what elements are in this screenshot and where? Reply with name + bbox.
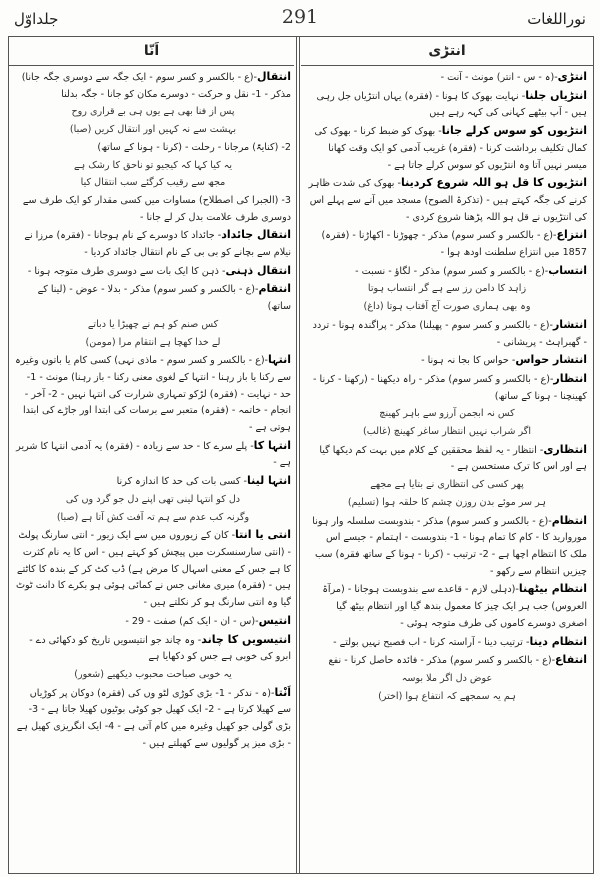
dictionary-entry [307,634,587,652]
entry-definition: -(ع - بالکسر و کسر سوم - پھیلنا) مذکر - پراگندہ ہونا - تردد - گھبراہٹ - پریشانی - [312,319,587,348]
entry-definition: -(ہ - س - انتر) مونث - آنت - [440,72,558,83]
dictionary-entry [307,175,587,226]
entry-definition: -(ع - بالکسر و کسر سوم) مذکر - لگاؤ - نسبت - [355,265,549,277]
right-column [307,69,587,869]
dictionary-entry [15,317,291,334]
dictionary-entry [15,104,291,121]
left-column [15,69,291,869]
entry-definition: -(ع - بالکسر و کسر سوم - ماذی نہی) کسی کام یا باتوں وغیرہ سے رکنا یا باز رہنا - انتہا کے لغوی معنی رکنا - باز رہنا) مونث - 1- حد - نہایت - (فقرہ) لڑکو تمہاری شرارت کی انتہا نہیں - 2- آخر - انجام - خاتمہ - (فقرہ) متعبر سے برسات کی ابتدا اور جاڑے کی ابتدا ہوتی ہے - [15,355,291,434]
entry-verse: وہ بھی ہماری صورت آج آفتاب ہوتا (داغ) [363,301,531,313]
dictionary-entry [15,632,291,666]
dictionary-entry [15,158,291,175]
entry-definition: -(ع - بالکسر و کسر سوم) مذکر - بدلا - عوض - (لینا کے ساتھ) [37,284,291,313]
entry-definition: - ذہن کا ایک بات سے دوسری طرف متوجہ ہونا - [27,265,226,277]
entry-headword: انتہا کا [253,438,291,452]
entry-definition: - حواس کا بجا نہ ہونا - [421,355,516,367]
dictionary-entry [307,371,587,405]
entry-definition: - بھوک کی شدت ظاہر کرنے کی جگہ کہتے ہیں - (تذکرۃ الصوح) مسجد میں آنے سے پہلے اس کی انتڑیوں نے قل ہو اللہ پڑھنا شروع کردی - [308,178,587,223]
entry-definition: - انتظار - یہ لفظ محققین کے کلام میں بہت کم دیکھا گیا ہے اور اس کا ترک مستحسن ہے - [319,444,587,473]
dictionary-entry [307,495,587,512]
dictionary-entry [307,689,587,706]
dictionary-entry [307,69,587,87]
dictionary-entry [15,685,291,753]
entry-headword: انتشار حواس [515,353,587,367]
dictionary-entry [307,477,587,494]
entry-verse: وگرنہ کب عدم سے ہم تہ آفت کش آتا ہے (صبا) [56,511,250,523]
entry-verse: بہشت سے نہ کہیں اور انتقال کریں (صبا) [69,124,237,136]
book-title: نوراللغات [527,10,586,28]
entry-definition: -(ہ - ندکر - 1- بڑی کوڑی لٹو وں کی (فقرہ) دوکان پر کوڑیاں سے کھیلا کرتا ہے - 2- ایک کھیل جو کوٹی بوٹیوں کھیلا جاتا ہے - 3- بڑی گولی جو کھیل وغیرہ میں کام آتی ہے - 4- ایک انگریزی کھیل ہے - بڑی میز پر گولیوں سے کھیلتے ہیں - [16,687,291,749]
entry-definition: - ترتیب دینا - آراستہ کرنا - اب فصیح نہیں بولتے - [333,636,530,648]
entry-headword: انتظام [551,513,587,527]
dictionary-entry [15,667,291,684]
dictionary-entry [307,513,587,581]
entry-headword: انتقال جائداد [221,228,291,242]
entry-definition: -(ع - بالکسر و کسر سوم) مذکر - راہ دیکھنا - (رکھنا - کرنا - کھینچنا - ہونا کے ساتھ) [313,373,587,402]
entry-definition: - نہایت بھوک کا ہونا - (فقرہ) یہاں انتڑیاں جل رہی ہیں - آپ بیٹھے کہانی کی کہہ رہے ہیں [316,90,587,119]
dictionary-entry [15,613,291,631]
entry-definition: -(دہلی لازم - قاعدے سے بندوبست ہوجانا - (مرآۃ العروس) جب ہر ایک چیز کا معمول بندھ گیا اور انتظام بیٹھ گیا اصغری دوسرے کاموں کی طرف متوجہ ہوئی - [322,584,587,629]
entry-definition: -(ع - بالکسر و کسر سوم - ایک جگہ سے دوسری جگہ جانا) مذکر - 1- نقل و حرکت - دوسرے مکان کو جانا - جگہ بدلنا [21,72,291,100]
dictionary-entry [307,424,587,441]
entry-verse: کس نہ ابجمن آرزو سے باہر کھینچ [379,408,515,420]
page-header [0,4,600,34]
entry-definition: - وہ چاند جو انتیسویں تاریخ کو دکھائی دے - ابرو کی خوبی ہے جس کو دکھایا ہے [29,634,291,663]
entry-headword: انتقام [258,282,291,296]
entry-verse: زاہد کا دامن رز سے ہے گر انتساب ہوتا [367,283,527,295]
dictionary-entry [15,352,291,437]
dictionary-entry [307,88,587,122]
entry-headword: انتہا [268,353,291,367]
entry-verse: مجھ سے رقیب کرگئے سب انتقال کیا [80,177,226,189]
dictionary-entry [15,335,291,352]
dictionary-entry [307,406,587,423]
entry-headword: انتشار [552,317,587,331]
dictionary-entry [307,227,587,261]
dictionary-entry [15,473,291,491]
entry-verse: کس صنم کو ہم نے چھیڑا یا دباتے [87,318,219,330]
dictionary-entry [15,492,291,509]
dictionary-entry [307,123,587,174]
dictionary-entry [307,652,587,670]
entry-headword: انتقال [257,70,291,83]
entry-headword: انتیسویں کا چاند [201,632,291,646]
entry-verse: لے خدا کھچا ہے انتقام مرا (مومن) [85,336,221,348]
dictionary-entry [307,581,587,632]
entry-definition: -(ع - بالکسر و کسر سوم) مذکر - فائدہ حاصل کرنا - نفع [328,655,556,667]
entry-definition: - بھوک کو ضبط کرنا - بھوک کی کمال تکلیف برداشت کرنا - (فقرہ) غریب آدمی کو ایک وقت کھانا میسر نہیں آتا وہ انتڑیوں کو سوس کرلے جاتا ہے - [314,126,587,171]
dictionary-entry [15,175,291,192]
entry-headword: انتظام دینا [529,634,587,648]
page-number: 291 [281,6,319,28]
entry-definition: 2- (کنایۃً) مرجانا - رحلت - (کرنا - ہونا کے ساتھ) [97,141,291,153]
entry-definition: -(ع - بالکسر و کسر سوم) مذکر - بندوبست سلسلہ وار ہونا موروارید کا - کام کا تمام ہونا - 1- بندوبست - اہتمام - جیسے اس ملک کا انتظام اچھا ہے - 2- ترتیب - (کرنا - ہونا کے ساتھ فقرہ) سب چیزیں انتظام سے رکھو - [312,515,587,577]
entry-headword: انتفاع [555,653,587,667]
entry-headword: انتظام بیٹھنا [518,582,587,596]
volume-label: جلداوّل [14,10,59,28]
entry-headword: اَنْتا [274,685,291,699]
dictionary-entry [307,442,587,476]
entry-verse: ہم یہ سمجھے کہ انتفاع ہوا (اختر) [378,690,516,702]
entry-verse: دل کو انتہا لینی تھی اپنے دل جو گرد وں کی [65,493,241,505]
entry-verse: یہ کیا کہا کہ کیجیو تو ناحق کا رشک ہے [73,159,233,171]
dictionary-entry [15,193,291,226]
dictionary-entry [15,140,291,157]
dictionary-entry [307,299,587,316]
entry-definition: - کسی بات کی حد کا اندازہ کرنا [116,476,247,488]
entry-definition: - پلے سرے کا - حد سے زیادہ - (فقرہ) یہ آدمی انتہا کا شریر ہے - [16,440,291,469]
entry-headword: انتڑیاں جلنا [525,88,587,102]
entry-definition: - کان کے زیوروں میں سے ایک زیور - انتی سارنگ پولٹ - (انتی سارسنسکرت میں پیچش کو کہتے ہیں - اس کا یہ نام کثرت کا ہے جس کے معنی اسہال کا مرض ہے) ڈب کٹ کر کے بندہ کا کاٹتے ہیں - (فقرہ) میری مغانی جس نے کمائی ہوئی ہو بکرے کا دانت ٹوٹ گیا وہ انتی سارنگ ہو کر نکلتے ہیں - [16,530,291,609]
entry-verse: یہ خوبی صباحت محبوب دیکھیے (شعور) [74,668,232,680]
entry-headword: انتقال ذہنی [225,263,291,277]
entry-verse: عوض دل اگر ملا بوسہ [401,672,493,684]
entry-headword: انتساب [548,263,587,277]
entry-headword: انتیس [258,613,291,627]
dictionary-entry [307,671,587,688]
column-divider [296,37,297,873]
entry-headword: انتظار [553,371,587,385]
dictionary-entry [307,352,587,370]
dictionary-entry [15,122,291,139]
left-column-title: اَنّا [9,37,294,66]
entry-headword: انتڑی [557,70,587,83]
dictionary-entry [15,263,291,281]
dictionary-entry [15,510,291,527]
entry-verse: اگر شراب نہیں انتظار ساغر کھینچ (غالب) [362,426,531,438]
entry-definition: - جائداد کا دوسرے کے نام ہوجانا - (فقرہ) مرزا نے نیلام سے بچانے کو بی بی کے نام انتقال جائداد کردیا - [24,230,291,259]
dictionary-entry [15,281,291,315]
dictionary-entry [15,438,291,472]
entry-definition: -(ع - بالکسر و کسر سوم) مذکر - چھوڑنا - اکھاڑنا - (فقرہ) 1857 میں انتزاع سلطنت اودھ ہوا - [321,230,587,259]
entry-definition: 3- (الجبرا کی اصطلاح) مساوات میں کسی مقدار کو ایک طرف سے دوسری طرف علامت بدل کر لے جانا - [22,194,291,223]
dictionary-entry [15,527,291,612]
dictionary-entry [307,281,587,298]
entry-verse: ہر سر موئے بدن روزن چشم کا حلقہ ہوا (تسلیم) [347,496,547,508]
dictionary-entry [15,69,291,103]
entry-headword: انتہا لینا [246,474,291,488]
page-frame [8,36,594,874]
entry-headword: انتظاری [543,442,587,456]
dictionary-entry [15,227,291,261]
entry-headword: انتی یا انتا [235,528,291,542]
dictionary-entry [307,263,587,281]
entry-headword: انتزاع [556,228,587,242]
entry-headword: انتڑیوں کو سوس کرلے جانا [441,124,587,138]
right-column-title: انتڑی [301,37,593,66]
dictionary-entry [307,317,587,351]
entry-definition: -(س - ان - ایک کم) صفت - 29 - [125,615,259,627]
entry-verse: پھر کسی کی انتظاری نے بتایا ہے مجھے [370,479,524,491]
column-divider [299,37,300,873]
entry-headword: انتڑیوں کا قل ہو اللہ شروع کردینا [400,176,587,190]
entry-verse: پس از فنا بھی ہے یوں ہی بے قراری روح [71,106,235,118]
